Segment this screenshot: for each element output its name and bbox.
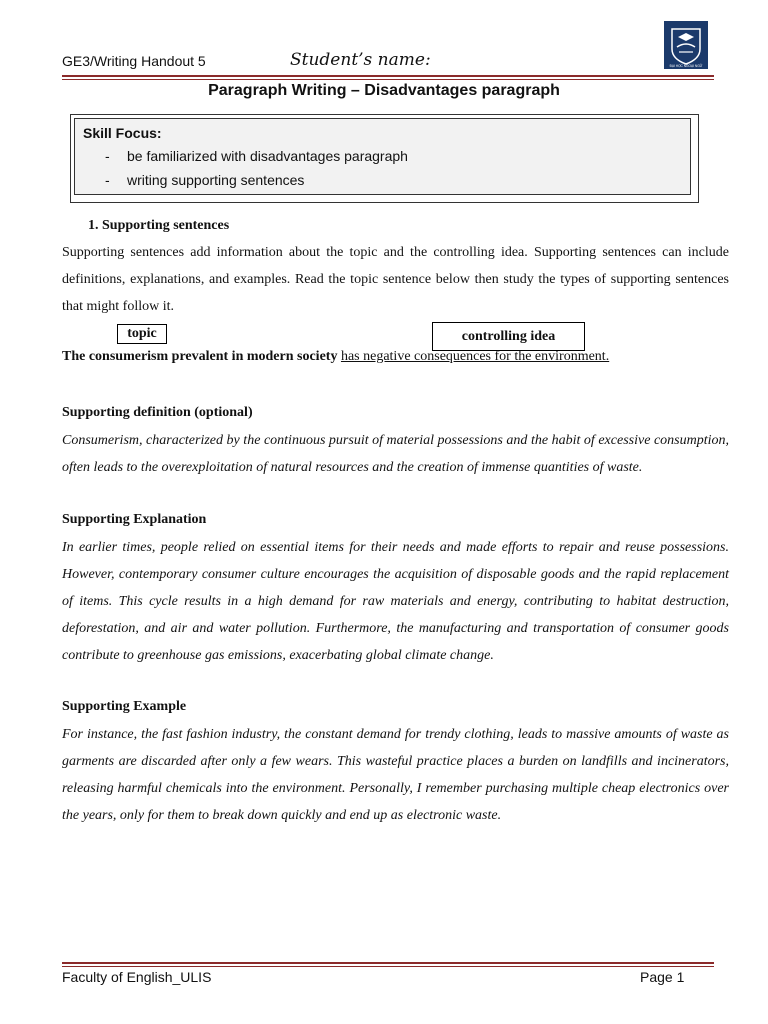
example-heading: Supporting Example (62, 699, 187, 714)
student-name-label: Student’s name: (290, 50, 431, 70)
footer-faculty: Faculty of English_ULIS (62, 969, 212, 985)
footer-rule-thin (62, 966, 714, 967)
topic-sentence-topic: The consumerism prevalent in modern society (62, 349, 338, 364)
intro-paragraph: Supporting sentences add information about the topic and the controlling idea. Supporting sentences can include definitions, explanations, and examples. Read the topic sentence below then study the types of supporting sentences that might follow it. (62, 245, 729, 314)
skill-focus-title: Skill Focus: (83, 125, 162, 141)
example-paragraph: For instance, the fast fashion industry, the constant demand for trendy clothing, leads to massive amounts of waste as garments are discarded after only a few wears. This wasteful practice places a burden on landfills and incinerators, releasing harmful chemicals into the environment. Personally, I remember purchasing multiple cheap electronics over the years, only for them to break down quickly and end up as electronic waste. (62, 727, 729, 823)
header-rule (62, 75, 714, 77)
handout-code: GE3/Writing Handout 5 (62, 53, 206, 69)
topic-sentence-controlling-idea: has negative consequences for the environment. (340, 349, 610, 364)
definition-paragraph: Consumerism, characterized by the continuous pursuit of material possessions and the habit of excessive consumption, often leads to the overexploitation of natural resources and the creation of immense quantities of waste. (62, 433, 729, 475)
footer-rule (62, 962, 714, 964)
university-logo-icon (664, 21, 708, 69)
page-title: Paragraph Writing – Disadvantages paragraph (208, 82, 560, 99)
section-heading: 1. Supporting sentences (88, 218, 230, 233)
topic-sentence (62, 349, 609, 365)
header-rule-thin (62, 79, 714, 80)
skill-focus-item: - writing supporting sentences (105, 172, 305, 188)
svg-text:ĐẠI HỌC NGOẠI NGỮ: ĐẠI HỌC NGOẠI NGỮ (669, 64, 703, 68)
page-number: Page 1 (640, 969, 685, 985)
topic-label: topic (117, 324, 167, 344)
skill-focus-item: - be familiarized with disadvantages paragraph (105, 148, 408, 164)
controlling-idea-label: controlling idea (432, 322, 585, 351)
explanation-paragraph: In earlier times, people relied on essential items for their needs and made efforts to repair and reuse possessions. However, contemporary consumer culture encourages the acquisition of disposable goods and the rapid replacement of items. This cycle results in a high demand for raw materials and energy, contributing to habitat destruction, deforestation, and air and water pollution. Furthermore, the manufacturing and transportation of consumer goods contribute to greenhouse gas emissions, exacerbating global climate change. (62, 540, 729, 663)
definition-heading: Supporting definition (optional) (62, 405, 253, 420)
skill-focus-box (74, 118, 691, 195)
explanation-heading: Supporting Explanation (62, 512, 207, 527)
